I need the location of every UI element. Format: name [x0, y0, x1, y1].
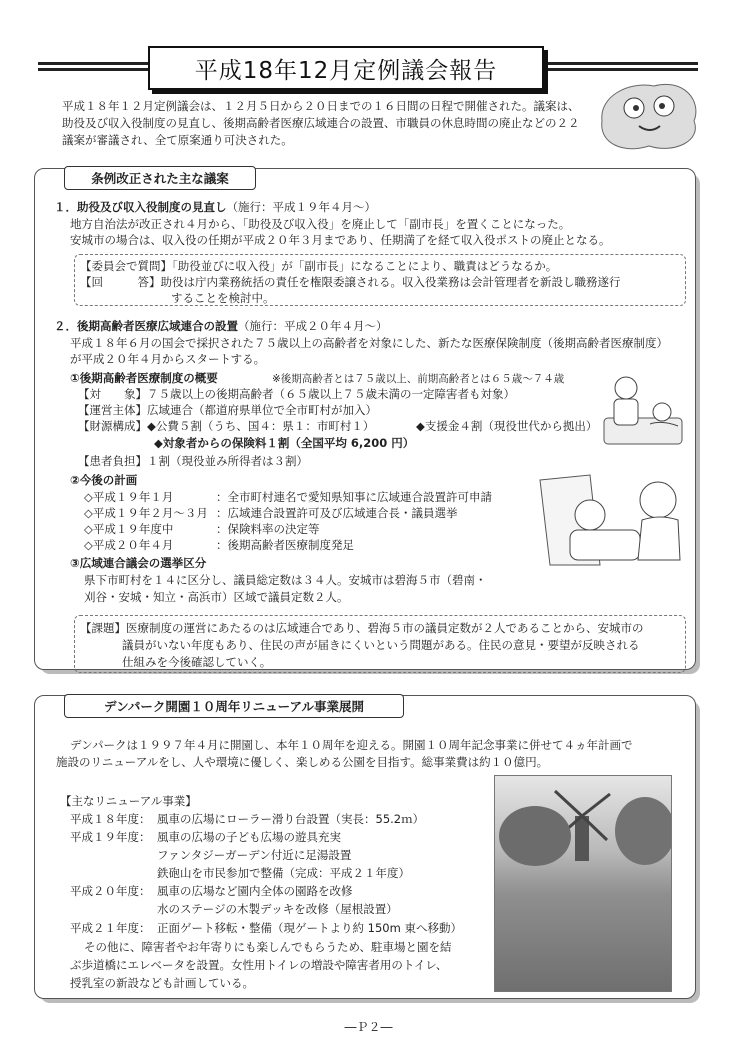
issue-line: 議員がいない年度もあり、住民の声が届きにくいという問題がある。住民の意見・要望が反映される: [122, 638, 640, 652]
sub3-line: 刈谷・安城・知立・高浜市）区域で議員定数２人。: [84, 590, 349, 604]
issue-line: 【課題】医療制度の運営にあたるのは広域連合であり、碧海５市の議員定数が２人であることから、安城市の: [80, 621, 644, 635]
renewal-text: 水のステージの木製デッキを改修（屋根設置）: [157, 902, 398, 916]
doctor-illustration: [600, 368, 686, 450]
item2-heading: ２．後期高齢者医療広域連合の設置（施行：平成２０年４月～）: [54, 319, 388, 333]
sub1-fund2: ◆支援金４割（現役世代から拠出）: [416, 419, 598, 433]
page-title: 平成18年12月定例議会報告: [148, 46, 544, 90]
plan-text: ：広域連合設置許可及び広域連合長・議員選挙: [216, 506, 458, 520]
section-ordinance-tab: 条例改正された主な議案: [64, 166, 256, 190]
renewal-text: 鉄砲山を市民参加で整備（完成：平成２１年度）: [157, 866, 410, 880]
sub3-heading: ③広域連合議会の選挙区分: [70, 556, 207, 570]
section-denpark-tab: デンパーク開園１０周年リニューアル事業展開: [64, 694, 404, 718]
item1-line: 安城市の場合は、収入役の任期が平成２０年３月まであり、任期満了を経て収入役ポストの廃止となる。: [70, 233, 611, 247]
plan-date: ◇平成１９年２月～３月: [84, 506, 208, 520]
sub3-line: 県下市町村を１４に区分し、議員総定数は３４人。安城市は碧海５市（碧南・: [84, 573, 487, 587]
denpark-outro: ぶ歩道橋にエレベータを設置。女性用トイレの増設や障害者用のトイレ、: [70, 958, 448, 972]
renewal-year: 平成１８年度：: [70, 812, 151, 826]
sub1-row: 【運営主体】広域連合（都道府県単位で全市町村が加入）: [78, 403, 377, 417]
item1-heading: １．助役及び収入役制度の見直し（施行：平成１９年４月～）: [54, 200, 376, 214]
denpark-intro: 施設のリニューアルをし、人や環境に優しく、楽しめる公園を目指す。総事業費は約１０億円。: [56, 755, 549, 769]
renewal-year: 平成２０年度：: [70, 884, 151, 898]
renewal-year: 平成１９年度：: [70, 830, 151, 844]
sub2-heading: ②今後の計画: [70, 473, 138, 487]
item1-line: 地方自治法が改正され４月から、「助役及び収入役」を廃止して「副市長」を置くことになった。: [70, 217, 571, 231]
sub1-heading: ①後期高齢者医療制度の概要: [70, 371, 218, 385]
renewal-text: 風車の広場にローラー滑り台設置（実長：55.2ｍ）: [157, 812, 425, 826]
denpark-intro: デンパークは１９９７年４月に開園し、本年１０周年を迎える。開園１０周年記念事業に併せて４ヵ年計画で: [70, 738, 633, 752]
qa-question: 【委員会で質問】「助役並びに収入役」が「副市長」になることにより、職責はどうなるか。: [80, 259, 558, 273]
sub1-burden: 【患者負担】１割（現役並み所得者は３割）: [78, 454, 308, 468]
plan-text: ：保険料率の決定等: [216, 522, 320, 536]
renewal-text: 風車の広場の子ども広場の遊具充実: [157, 830, 341, 844]
renewal-text: 風車の広場など園内全体の園路を改修: [157, 884, 353, 898]
renewal-year: 平成２１年度：: [70, 921, 151, 935]
page-number: ―Ｐ２―: [344, 1020, 393, 1034]
renewal-heading: 【主なリニューアル事業】: [60, 794, 197, 808]
renewal-text: ファンタジーガーデン付近に足湯設置: [157, 848, 352, 862]
sub1-row: 【対 象】７５歳以上の後期高齢者（６５歳以上７５歳未満の一定障害者も対象）: [78, 387, 515, 401]
sub1-note: ※後期高齢者とは７５歳以上、前期高齢者とは６５歳～７４歳: [272, 373, 565, 385]
park-photo: [494, 775, 672, 992]
plan-text: ：全市町村連名で愛知県知事に広域連合設置許可申請: [216, 490, 492, 504]
item2-line: が平成２０年４月からスタートする。: [70, 352, 266, 366]
denpark-outro: 授乳室の新設なども計画している。: [70, 976, 254, 990]
item2-line: 平成１８年６月の国会で採択された７５歳以上の高齢者を対象にした、新たな医療保険制度（後期高齢者医療制度）: [70, 336, 668, 350]
qa-answer: 【回 答】助役は庁内業務統括の責任を権限委譲される。収入役業務は会計管理者を新設し職務遂行: [80, 275, 621, 289]
denpark-outro: その他に、障害者やお年寄りにも楽しんでもらうため、駐車場と園を結: [84, 940, 452, 954]
sub1-fund3: ◆対象者からの保険料１割（全国平均 6,200 円）: [154, 436, 415, 450]
elder-child-illustration: [530, 470, 690, 570]
renewal-text: 正面ゲート移転・整備（現ゲートより約 150m 東へ移動）: [157, 921, 462, 935]
intro-text: 平成１８年１２月定例議会は、１２月５日から２０日までの１６日間の日程で開催された。議案は、助役及び収入役制度の見直し、後期高齢者医療広域連合の設置、市職員の休息時間の廃止などの２２議案が審議され、全て原案通り可決された。: [62, 99, 580, 147]
plan-date: ◇平成１９年１月: [84, 490, 174, 504]
issue-line: 仕組みを今後確認していく。: [122, 655, 272, 669]
plan-text: ：後期高齢者医療制度発足: [216, 538, 354, 552]
sub1-row: 【財源構成】◆公費５割（うち、国４：県１：市町村１）: [78, 419, 375, 433]
mascot-illustration: [594, 76, 704, 156]
windmill-icon: [495, 776, 671, 991]
plan-date: ◇平成２０年４月: [84, 538, 174, 552]
plan-date: ◇平成１９年度中: [84, 522, 174, 536]
qa-answer-cont: することを検討中。: [171, 291, 275, 305]
